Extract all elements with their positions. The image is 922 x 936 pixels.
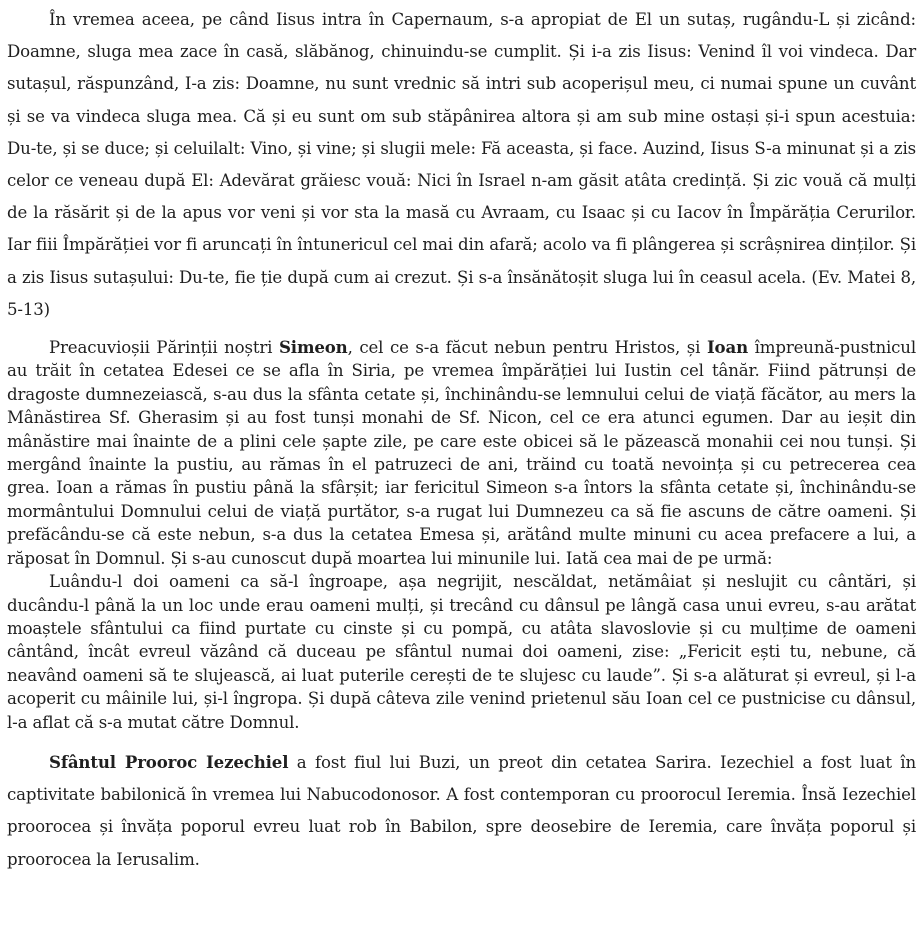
- saint-name-ioan: Ioan: [706, 337, 748, 358]
- saint-name-simeon: Simeon: [278, 337, 348, 358]
- gospel-reading-text: În vremea aceea, pe când Iisus intra în Capernaum, s-a apropiat de El un sutaș, rugându-L și zicând: Doamne, sluga mea zace în casă, slăbănog, chinuindu-se cumplit. Și i-a zis Iisus: Venind îl voi vindeca. Dar sutașul, răspunzând, I-a zis: Doamne, nu sunt vrednic să intri sub acoperișul meu, ci numai spune un cuvânt și se va vindeca sluga mea. Că și eu sunt om sub stăpânirea altora și am sub mine ostași și-i spun acestuia: Du-te, și se duce; și celuilalt: Vino, și vine; și slugii mele: Fă aceasta, și face. Auzind, Iisus S-a minunat și a zis celor ce veneau după El: Adevărat grăiesc vouă: Nici în Israel n-am găsit atâta credință. Și zic vouă că mulți de la răsărit și de la apus vor veni și vor sta la masă cu Avraam, cu Isaac și cu Iacov în Împărăția Cerurilor. Iar fiii Împărăției vor fi aruncați în întunericul cel mai din afară; acolo va fi plângerea și scrâșnirea dinților. Și a zis Iisus sutașului: Du-te, fie ție după cum ai crezut. Și s-a însănătoșit sluga lui în ceasul acela. (Ev. Matei 8, 5-13): [7, 10, 916, 319]
- burial-miracle-text: Luându-l doi oameni ca să-l îngroape, așa negrijit, nescăldat, netămâiat și neslujit cu cântări, și ducându-l până la un loc unde erau oameni mulți, și trecând cu dânsul pe lângă casa unui evreu, s-au arătat moaștele sfântului ca fiind purtate cu cinste și cu pompă, cu atâta slavoslovie și cu mulțime de oameni cântând, încât evreul văzând că duceau pe sfântul numai doi oameni, zise: „Fericit ești tu, nebune, că neavând oameni să te slujească, ai luat puterile cerești de te slujesc cu laude”. Și s-a alăturat și evreul, și l-a acoperit cu mâinile lui, și-l îngropa. Și după câteva zile venind prietenul său Ioan cel ce pustnicise cu dânsul, l-a aflat că s-a mutat către Domnul.: [7, 572, 916, 732]
- ezekiel-body-text: a fost fiul lui Buzi, un preot din cetatea Sarira. Iezechiel a fost luat în captivitate babilonică în vremea lui Nabucodonosor. A fost contemporan cu proorocul Ieremia. Însă Iezechiel proorocea și învăța poporul evreu luat rob în Babilon, spre deosebire de Ieremia, care învăța poporul și proorocea la Ierusalim.: [7, 752, 916, 869]
- simeon-mid-text: , cel ce s-a făcut nebun pentru Hristos, și: [347, 338, 707, 358]
- simeon-intro-text: Preacuvioșii Părinții noștri: [49, 338, 279, 358]
- ezekiel-paragraph: [7, 746, 916, 876]
- gospel-reading-paragraph: [7, 4, 916, 326]
- simeon-body-text: împreună-pustnicul au trăit în cetatea Edesei ce se afla în Siria, pe vremea împărăției lui Iustin cel tânăr. Fiind pătrunși de dragoste dumnezeiască, s-au dus la sfânta cetate și, închinându-se lemnului celui de viață făcător, au mers la Mânăstirea Sf. Gherasim și au fost tunși monahi de Sf. Nicon, cel ce era atunci egumen. Dar au ieșit din mânăstire mai înainte de a plini cele șapte zile, pe care este obicei să le păzească monahii cei nou tunși. Și mergând înainte la pustiu, au rămas în el patruzeci de ani, trăind cu toată nevoința și cu petrecerea cea grea. Ioan a rămas în pustiu până la sfârșit; iar fericitul Simeon s-a întors la sfânta cetate și, închinându-se mormântului Domnului celui de viață purtător, s-a rugat lui Dumnezeu ca să fie ascuns de către oameni. Și prefăcându-se că este nebun, s-a dus la cetatea Emesa și, arătând multe minuni cu acea prefacere a lui, a răposat în Domnul. Și s-au cunoscut după moartea lui minunile lui. Iată cea mai de pe urmă:: [7, 338, 916, 568]
- burial-miracle-paragraph: [7, 570, 916, 734]
- simeon-ioan-paragraph: [7, 336, 916, 570]
- saint-name-ezekiel: Sfântul Prooroc Iezechiel: [49, 751, 289, 772]
